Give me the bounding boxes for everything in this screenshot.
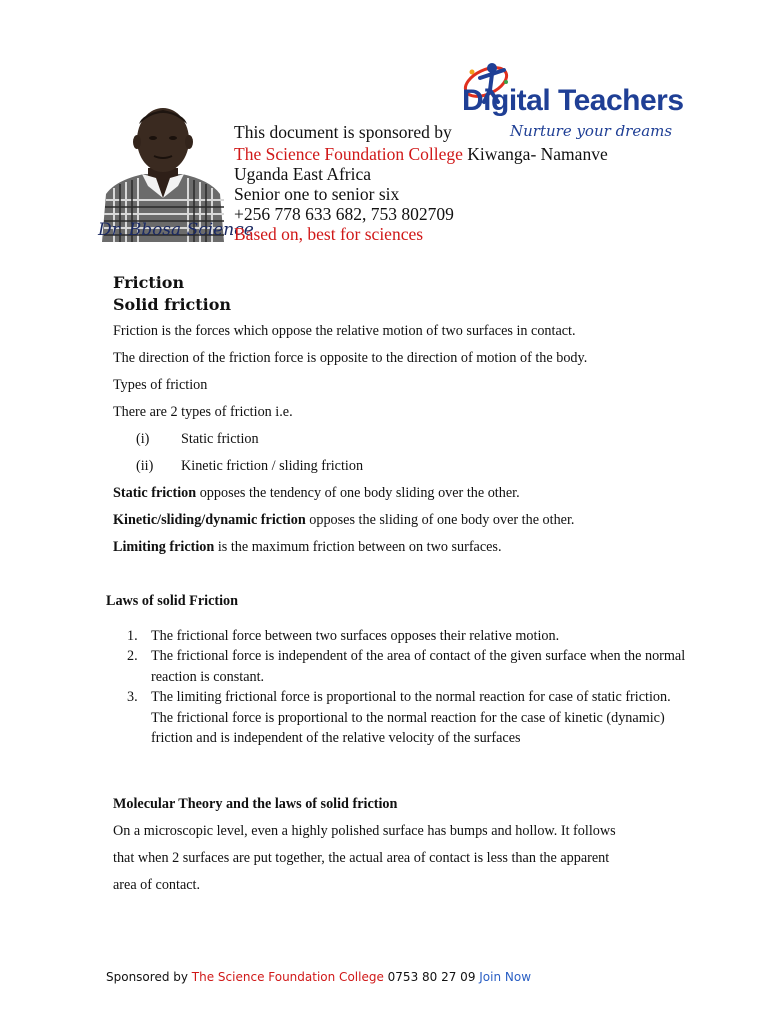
list-item-text: The limiting frictional force is proportional to the normal reaction for case of static friction. The frictional force is proportional to the normal reaction for the case of kinetic (dynamic) friction and is independent of the relative velocity of the surfaces	[151, 689, 671, 747]
molecular-paragraph-line: that when 2 surfaces are put together, the actual area of contact is less than the apparent	[113, 850, 610, 866]
sponsor-line-2	[234, 144, 608, 164]
brand-tagline: Nurture your dreams	[510, 122, 673, 140]
sponsor-line-1: This document is sponsored by	[234, 122, 452, 142]
limiting-friction-term: Limiting friction	[113, 539, 215, 555]
static-friction-term: Static friction	[113, 485, 197, 501]
types-heading: Types of friction	[113, 377, 208, 393]
list-item-number: 1.	[127, 628, 138, 644]
list-item-text: The frictional force between two surfaces opposes their relative motion.	[151, 628, 560, 644]
molecular-paragraph-line: On a microscopic level, even a highly polished surface has bumps and hollow. It follows	[113, 823, 616, 839]
sponsor-slogan: Based on, best for sciences	[234, 224, 424, 244]
footer	[106, 970, 531, 984]
list-item	[127, 687, 687, 748]
paragraph-direction: The direction of the friction force is opposite to the direction of motion of the body.	[113, 350, 588, 366]
footer-prefix: Sponsored by	[106, 970, 192, 984]
page-title: Friction	[113, 273, 185, 292]
static-friction-definition	[113, 485, 520, 502]
join-now-link[interactable]: Join Now	[479, 970, 532, 984]
sponsor-phone: +256 778 633 682, 753 802709	[234, 204, 454, 224]
list-item	[127, 646, 687, 687]
type-item-text: Kinetic friction / sliding friction	[181, 458, 364, 474]
sponsor-line-3: Uganda East Africa	[234, 164, 372, 184]
sponsor-line-4: Senior one to senior six	[234, 184, 400, 204]
limiting-friction-text: is the maximum friction between on two surfaces.	[214, 539, 502, 555]
footer-phone: 0753 80 27 09	[383, 970, 480, 984]
footer-college: The Science Foundation College	[191, 970, 384, 984]
type-item-text: Static friction	[181, 431, 259, 447]
kinetic-friction-term: Kinetic/sliding/dynamic friction	[113, 512, 306, 528]
limiting-friction-definition	[113, 539, 502, 556]
list-item-text: The frictional force is independent of the area of contact of the given surface when the normal reaction is constant.	[151, 648, 686, 685]
laws-list	[127, 626, 687, 748]
type-item-number: (ii)	[136, 458, 154, 474]
list-item	[127, 626, 687, 646]
paragraph-definition: Friction is the forces which oppose the relative motion of two surfaces in contact.	[113, 323, 576, 339]
molecular-paragraph-line: area of contact.	[113, 877, 201, 893]
kinetic-friction-definition	[113, 512, 574, 529]
types-intro: There are 2 types of friction i.e.	[113, 404, 293, 420]
list-item-number: 3.	[127, 689, 138, 706]
molecular-theory-heading: Molecular Theory and the laws of solid friction	[113, 796, 398, 812]
type-item-number: (i)	[136, 431, 150, 447]
sponsor-college-place: Kiwanga- Namanve	[462, 144, 608, 164]
laws-heading: Laws of solid Friction	[106, 593, 239, 609]
section-title-solid-friction: Solid friction	[113, 295, 232, 314]
static-friction-text: opposes the tendency of one body sliding over the other.	[196, 485, 520, 501]
photo-caption: Dr. Bbosa Science	[98, 220, 254, 240]
sponsor-college-name: The Science Foundation College	[234, 144, 463, 164]
sponsor-banner	[96, 60, 684, 252]
brand-name: Digital Teachers	[462, 84, 684, 117]
kinetic-friction-text: opposes the sliding of one body over the other.	[305, 512, 575, 528]
list-item-number: 2.	[127, 648, 138, 665]
